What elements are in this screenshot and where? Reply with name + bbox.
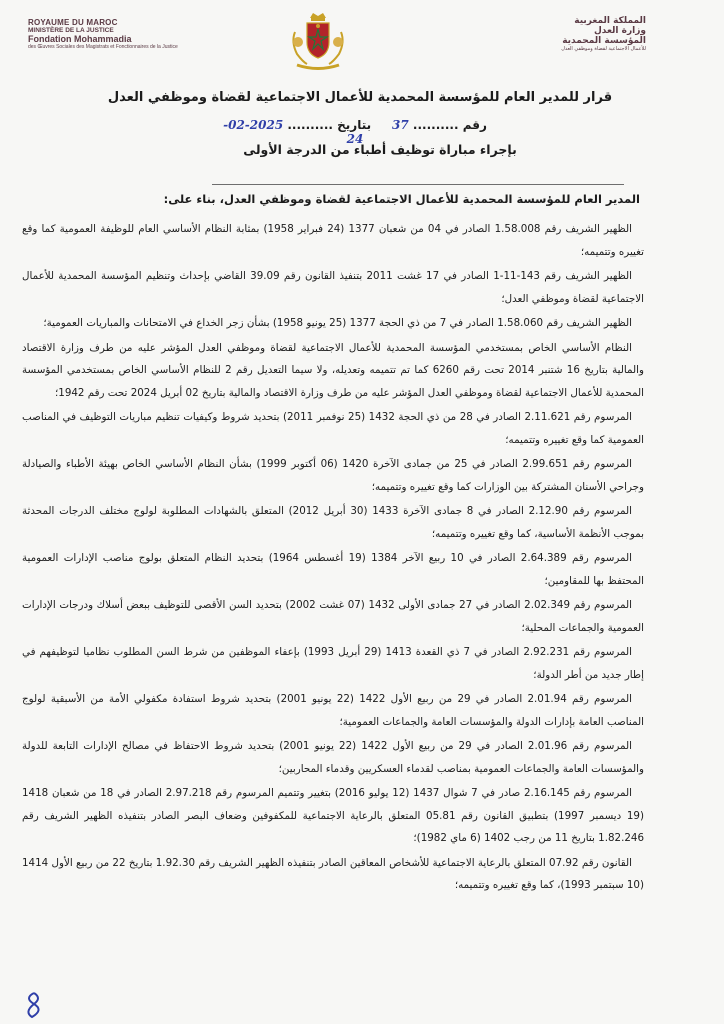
letterhead-french (28, 18, 178, 50)
date-label: بتاريخ (337, 118, 372, 132)
handwritten-date: 2025-02-24 (223, 118, 364, 146)
letterhead-ar-line4: للأعمال الاجتماعية لقضاة وموظفي العدل (561, 46, 646, 52)
divider (212, 184, 624, 185)
letterhead-fr-line4: des Œuvres Sociales des Magistrats et Fonctionnaires de la Justice (28, 44, 178, 50)
letterhead-ar-line2: وزارة العدل (593, 26, 646, 36)
preamble-intro: المدير العام للمؤسسة المحمدية للأعمال الاجتماعية لقضاة وموظفي العدل، بناء على: (163, 192, 640, 206)
legal-reference-paragraph: المرسوم رقم 2.16.145 صادر في 7 شوال 1437 (12 يوليو 2016) بتغيير وتتميم المرسوم رقم 2.97.218 الصادر في 18 من شعبان 1418 (19 ديسمبر 1997) بتطبيق القانون رقم 05.81 المتعلق بالرعاية الاجتماعية للمكفوفين وضعاف البصر الصادر بتنفيذه الظهير الشريف رقم 1.82.246 بتاريخ 11 من رجب 1402 (6 ماي 1982)؛ (22, 787, 645, 844)
letterhead-ar-line3: المؤسسة المحمدية (562, 36, 646, 46)
legal-reference-paragraph: المرسوم رقم 2.11.621 الصادر في 28 من ذي الحجة 1432 (25 نوفمبر 2011) بتحديد شروط وكيفيات تنظيم مباريات التوظيف في المناصب العمومية كما وقع تغييره وتتميمه؛ (22, 411, 644, 446)
legal-reference-paragraph: المرسوم رقم 2.02.349 الصادر في 27 جمادى الأولى 1432 (07 غشت 2002) بتحديد السن الأقصى للتوظيف ببعض أسلاك ودرجات الإدارات العمومية والجماعات المحلية؛ (22, 599, 644, 634)
legal-reference-paragraph: المرسوم رقم 2.92.231 الصادر في 7 ذي القعدة 1413 (29 أبريل 1993) بإعفاء الموظفين من شرط السن المطلوب نظاميا لتوظيفهم في إطار جديد من أطر الدولة؛ (22, 646, 644, 681)
letterhead-arabic (506, 16, 646, 52)
legal-reference-paragraph: المرسوم رقم 2.12.90 الصادر في 8 جمادى الآخرة 1433 (30 أبريل 2012) المتعلق بالشهادات المطلوبة لولوج مختلف الدرجات المحدثة بموجب الأنظمة الأساسية، كما وقع تغييره وتتميمه؛ (22, 505, 644, 540)
letterhead-fr-line3: Fondation Mohammadia (28, 34, 132, 44)
letterhead-fr-line2: MINISTÈRE DE LA JUSTICE (28, 27, 114, 34)
handwritten-number: 37 (392, 118, 409, 132)
number-label: رقم (462, 118, 487, 132)
letterhead-fr-line1: ROYAUME DU MAROC (28, 18, 118, 27)
legal-reference-paragraph: المرسوم رقم 2.01.94 الصادر في 29 من ربيع الأول 1422 (22 يونيو 2001) بتحديد شروط استفادة مكفولي الأمة من الأسبقية لولوج المناصب العامة بإدارات الدولة والمؤسسات العامة والجماعات العمومية؛ (22, 693, 644, 728)
legal-reference-paragraph: المرسوم رقم 2.64.389 الصادر في 10 ربيع الآخر 1384 (19 أغسطس 1964) بتحديد النظام المتعلق بولوج مناصب الإدارات العمومية المحتفظ بها للمقاومين؛ (22, 552, 644, 587)
legal-reference-paragraph: المرسوم رقم 2.99.651 الصادر في 25 من جمادى الآخرة 1420 (06 أكتوبر 1999) بشأن النظام الأساسي الخاص بهيئة الأطباء والصيادلة وجراحي الأسنان المشتركة بين الوزارات كما وقع تغييره وتتميمه؛ (22, 458, 644, 493)
coat-of-arms-icon (283, 12, 353, 74)
handwritten-initial-mark (20, 990, 50, 1020)
legal-reference-paragraph: القانون رقم 07.92 المتعلق بالرعاية الاجتماعية للأشخاص المعاقين الصادر بتنفيذه الظهير الشريف رقم 1.92.30 بتاريخ 22 من ربيع الأول 1414 (10 سبتمبر 1993)، كما وقع تغييره وتتميمه؛ (22, 856, 644, 891)
legal-references (22, 218, 644, 899)
number-dots: .......... (412, 118, 459, 132)
legal-reference-paragraph: الظهير الشريف رقم 143-11-1 الصادر في 17 غشت 2011 بتنفيذ القانون رقم 39.09 القاضي بإحداث وتنظيم المؤسسة المحمدية للأعمال الاجتماعية لقضاة وموظفي العدل؛ (22, 270, 644, 305)
decision-subject: بإجراء مباراة توظيف أطباء من الدرجة الأولى (243, 142, 517, 157)
letterhead-ar-line1: المملكة المغربية (574, 16, 646, 26)
date-dots: .......... (287, 118, 333, 132)
legal-reference-paragraph: المرسوم رقم 2.01.96 الصادر في 29 من ربيع الأول 1422 (22 يونيو 2001) بتحديد شروط الاحتفاظ في مصالح الإدارات التابعة للدولة والمؤسسات العامة والجماعات العمومية بمناصب لقدماء العسكريين وقدماء المحاربين؛ (22, 740, 644, 775)
legal-reference-paragraph: النظام الأساسي الخاص بمستخدمي المؤسسة المحمدية للأعمال الاجتماعية لقضاة وموظفي العدل المؤشر عليه من طرف وزارة الاقتصاد والمالية بتاريخ 16 شتنبر 2014 تحت رقم 6260 كما تم تتميمه وتعديله، ولا سيما التعديل رقم 2 للنظام الأساسي الخاص بمستخدمي المؤسسة المحمدية للأعمال الاجتماعية لقضاة وموظفي العدل المؤشر عليه من طرف وزارة الاقتصاد والمالية بتاريخ 02 أبريل 2024 تحت رقم 1942؛ (22, 341, 644, 399)
decision-title: قرار للمدير العام للمؤسسة المحمدية للأعمال الاجتماعية لقضاة وموظفي العدل (107, 90, 613, 105)
legal-reference-paragraph: الظهير الشريف رقم 1.58.008 الصادر في 04 من شعبان 1377 (24 فبراير 1958) بمثابة النظام الأساسي العام للوظيفة العمومية كما وقع تغييره وتتميمه؛ (22, 223, 644, 258)
legal-reference-paragraph: الظهير الشريف رقم 1.58.060 الصادر في 7 من ذي الحجة 1377 (25 يونيو 1958) بشأن زجر الخداع في الامتحانات والمباريات العمومية؛ (43, 317, 632, 329)
